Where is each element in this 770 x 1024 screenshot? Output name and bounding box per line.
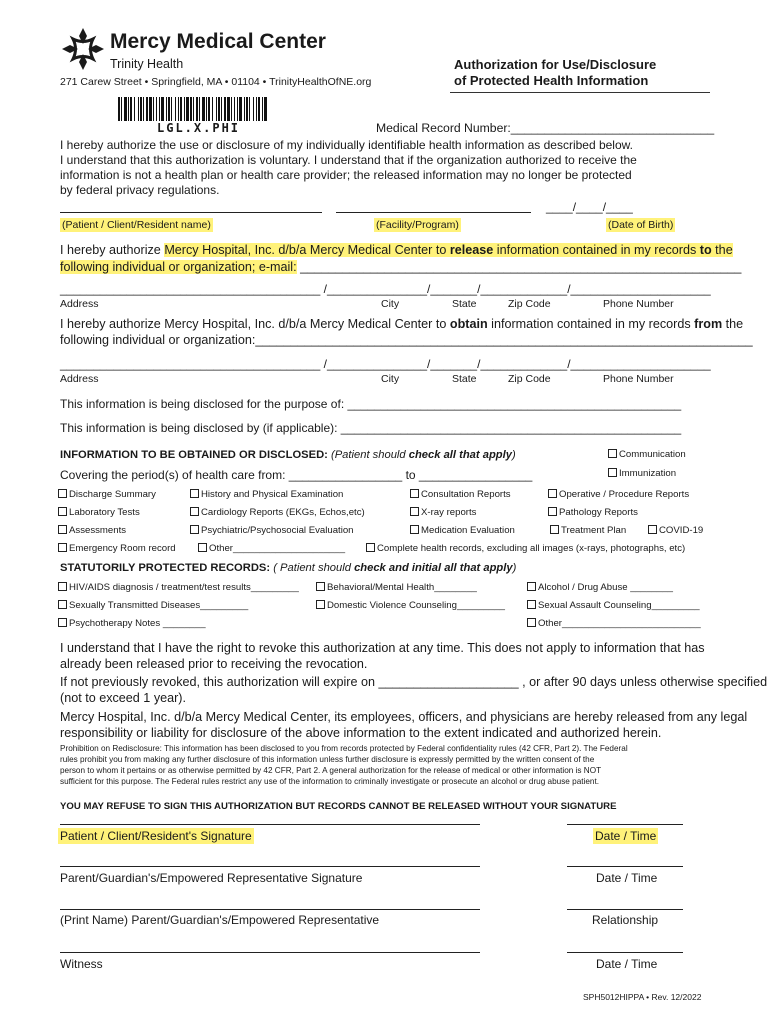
form-footer-code: SPH5012HIPPA • Rev. 12/2022 bbox=[583, 992, 702, 1002]
dv-label: Domestic Violence Counseling_________ bbox=[327, 600, 505, 611]
prohibition-line-3: person to whom it pertains or as otherwise permitted by 42 CFR, Part 2. A general authorization for the release of medical or other information is NOT bbox=[60, 766, 602, 775]
sa-check[interactable] bbox=[527, 600, 700, 611]
barcode-bar bbox=[118, 97, 120, 121]
expire-line[interactable]: If not previously revoked, this authorization will expire on ____________________ , or after 90 days unless otherwise specified bbox=[60, 675, 768, 689]
facility-field[interactable] bbox=[336, 212, 531, 213]
barcode-bar bbox=[249, 97, 250, 121]
purpose-line[interactable]: This information is being disclosed for the purpose of: __________________________________________________ bbox=[60, 397, 682, 411]
disclosed-by-line[interactable]: This information is being disclosed by (if applicable): ___________________________________________________ bbox=[60, 421, 682, 435]
obtain-city-label: City bbox=[381, 373, 400, 385]
release-line-1 bbox=[60, 243, 733, 257]
barcode-bar bbox=[227, 97, 230, 121]
assessments-check[interactable] bbox=[58, 525, 126, 536]
other-label: Other_____________________ bbox=[209, 543, 346, 554]
release-mid: information contained in my records bbox=[493, 243, 700, 257]
communication-label: Communication bbox=[619, 449, 686, 460]
psych-eval-check[interactable] bbox=[190, 525, 354, 536]
barcode-bar bbox=[253, 97, 254, 121]
medication-check[interactable] bbox=[410, 525, 515, 536]
statutory-other-label: Other__________________________ bbox=[538, 618, 701, 629]
barcode bbox=[118, 97, 268, 121]
statutory-note-pre: ( Patient should bbox=[270, 562, 355, 574]
barcode-bar bbox=[218, 97, 220, 121]
covid-check[interactable] bbox=[648, 525, 703, 536]
history-check[interactable] bbox=[190, 489, 343, 500]
obtain-state-label: State bbox=[452, 373, 477, 385]
form-title-line1: Authorization for Use/Disclosure bbox=[454, 57, 657, 72]
barcode-bar bbox=[128, 97, 129, 121]
treatment-label: Treatment Plan bbox=[561, 525, 627, 536]
revoke-line-2: already been released prior to receiving the revocation. bbox=[60, 657, 368, 671]
cardio-check[interactable] bbox=[190, 507, 365, 518]
info-heading-label: INFORMATION TO BE OBTAINED OR DISCLOSED: bbox=[60, 449, 328, 461]
guardian-signature-label: Parent/Guardian's/Empowered Representative Signature bbox=[60, 871, 363, 885]
org-address: 271 Carew Street • Springfield, MA • 01104 • TrinityHealthOfNE.org bbox=[60, 76, 372, 88]
barcode-bar bbox=[239, 97, 242, 121]
covid-label: COVID-19 bbox=[659, 525, 704, 536]
obtain-from: from bbox=[694, 317, 723, 331]
dob-label: (Date of Birth) bbox=[608, 219, 674, 231]
intro-line-2: I understand that this authorization is voluntary. I understand that if the organization authorized to receive the bbox=[60, 153, 637, 167]
release-to: to bbox=[699, 243, 712, 257]
barcode-bar bbox=[175, 97, 176, 121]
cardio-label: Cardiology Reports (EKGs, Echos,etc) bbox=[201, 507, 365, 518]
barcode-bar bbox=[237, 97, 238, 121]
statutory-note-bold: check and initial all that apply bbox=[354, 562, 513, 574]
complete-records-check[interactable] bbox=[366, 543, 685, 554]
prohibition-line-2: rules prohibit you from making any further disclosure of this information unless further disclosure is expressly permitted by the written consent of the bbox=[60, 755, 595, 764]
barcode-bar bbox=[199, 97, 200, 121]
psychotherapy-check[interactable] bbox=[58, 618, 206, 629]
release-address-blank[interactable]: _______________________________________ /_______________/_______/_____________/_____________________ bbox=[60, 282, 711, 296]
barcode-bar bbox=[149, 97, 152, 121]
barcode-bar bbox=[143, 97, 144, 121]
sig3-line[interactable] bbox=[60, 909, 480, 910]
sig2-date-line[interactable] bbox=[567, 866, 683, 867]
communication-check[interactable] bbox=[608, 449, 686, 460]
barcode-bar bbox=[221, 97, 222, 121]
immunization-label: Immunization bbox=[619, 468, 677, 479]
operative-label: Operative / Procedure Reports bbox=[559, 489, 690, 500]
sig4-date-line[interactable] bbox=[567, 952, 683, 953]
patient-signature-label: Patient / Client/Resident's Signature bbox=[60, 829, 252, 843]
barcode-bar bbox=[244, 97, 245, 121]
std-label: Sexually Transmitted Diseases_________ bbox=[69, 600, 249, 611]
barcode-bar bbox=[153, 97, 154, 121]
hiv-label: HIV/AIDS diagnosis / treatment/test results_________ bbox=[69, 582, 299, 593]
statutory-heading bbox=[60, 562, 516, 574]
release-pre: I hereby authorize bbox=[60, 243, 165, 257]
prohibition-line-1: Prohibition on Redisclosure: This information has been disclosed to you from records protected by Federal confidentiality rules (42 CFR, Part 2). The Federal bbox=[60, 744, 628, 753]
release-line-2 bbox=[60, 260, 741, 274]
release-liability-line-2: responsibility or liability for disclosure of the above information to the extent indicated and authorized herein. bbox=[60, 726, 662, 740]
period-line[interactable]: Covering the period(s) of health care from: _________________ to _________________ bbox=[60, 468, 533, 482]
revoke-line-1: I understand that I have the right to revoke this authorization at any time. This does not apply to information that has bbox=[60, 641, 705, 655]
witness-label: Witness bbox=[60, 957, 103, 971]
barcode-bar bbox=[130, 97, 132, 121]
discharge-check[interactable] bbox=[58, 489, 156, 500]
barcode-bar bbox=[224, 97, 226, 121]
release-city-label: City bbox=[381, 298, 400, 310]
barcode-bar bbox=[180, 97, 182, 121]
barcode-bar bbox=[190, 97, 192, 121]
xray-label: X-ray reports bbox=[421, 507, 477, 518]
release-the: the bbox=[711, 243, 733, 257]
patient-date-label: Date / Time bbox=[595, 829, 657, 843]
history-label: History and Physical Examination bbox=[201, 489, 344, 500]
obtain-line-1 bbox=[60, 317, 743, 331]
barcode-bar bbox=[206, 97, 207, 121]
patient-name-label: (Patient / Client/Resident name) bbox=[62, 219, 211, 231]
sig1-date-line[interactable] bbox=[567, 824, 683, 825]
barcode-bar bbox=[234, 97, 235, 121]
obtain-verb: obtain bbox=[449, 317, 488, 331]
barcode-bar bbox=[166, 97, 167, 121]
consult-check[interactable] bbox=[410, 489, 511, 500]
info-note-pre: (Patient should bbox=[327, 449, 409, 461]
barcode-bar bbox=[156, 97, 157, 121]
intro-line-4: by federal privacy regulations. bbox=[60, 183, 220, 197]
discharge-label: Discharge Summary bbox=[69, 489, 156, 500]
barcode-bar bbox=[168, 97, 170, 121]
immunization-check[interactable] bbox=[608, 468, 676, 479]
statutory-note-post: ) bbox=[512, 562, 517, 574]
release-phone-label: Phone Number bbox=[603, 298, 674, 310]
barcode-bar bbox=[202, 97, 205, 121]
info-note-post: ) bbox=[511, 449, 516, 461]
obtain-pre: I hereby authorize Mercy Hospital, Inc. d/b/a Mercy Medical Center to bbox=[60, 317, 450, 331]
release-email-field[interactable]: _______________________________________________________________ bbox=[296, 260, 742, 274]
title-rule bbox=[450, 92, 710, 93]
behavioral-check[interactable] bbox=[316, 582, 477, 593]
revoke-line-4: (not to exceed 1 year). bbox=[60, 691, 187, 705]
barcode-bar bbox=[159, 97, 160, 121]
other-check[interactable] bbox=[198, 543, 345, 554]
dv-check[interactable] bbox=[316, 600, 505, 611]
sig3-rel-line[interactable] bbox=[567, 909, 683, 910]
statutory-heading-label: STATUTORILY PROTECTED RECORDS: bbox=[60, 562, 271, 574]
alcohol-check[interactable] bbox=[527, 582, 673, 593]
intro-line-3: information is not a health plan or health care provider; the released information may no longer be protected bbox=[60, 168, 632, 182]
barcode-bar bbox=[146, 97, 148, 121]
form-title-line2: of Protected Health Information bbox=[454, 73, 649, 88]
refuse-notice: YOU MAY REFUSE TO SIGN THIS AUTHORIZATION BUT RECORDS CANNOT BE RELEASED WITHOUT YOUR SIGNATURE bbox=[60, 801, 617, 812]
barcode-bar bbox=[140, 97, 142, 121]
barcode-bar bbox=[231, 97, 232, 121]
barcode-bar bbox=[212, 97, 213, 121]
barcode-bar bbox=[161, 97, 164, 121]
xray-check[interactable] bbox=[410, 507, 476, 518]
sig2-line[interactable] bbox=[60, 866, 480, 867]
release-org: Mercy Hospital, Inc. d/b/a Mercy Medical Center to bbox=[164, 243, 450, 257]
medication-label: Medication Evaluation bbox=[421, 525, 515, 536]
er-check[interactable] bbox=[58, 543, 176, 554]
sig1-line[interactable] bbox=[60, 824, 480, 825]
lab-check[interactable] bbox=[58, 507, 140, 518]
obtain-mid: information contained in my records bbox=[487, 317, 695, 331]
prohibition-line-4: sufficient for this purpose. The Federal rules restrict any use of the information to criminally investigate or prosecute an alcohol or drug abuse patient. bbox=[60, 777, 599, 786]
release-zip-label: Zip Code bbox=[508, 298, 551, 310]
psych-eval-label: Psychiatric/Psychosocial Evaluation bbox=[201, 525, 354, 536]
barcode-bar bbox=[216, 97, 217, 121]
barcode-bar bbox=[264, 97, 267, 121]
intro-line-1: I hereby authorize the use or disclosure of my individually identifiable health information as described below. bbox=[60, 138, 633, 152]
barcode-bar bbox=[256, 97, 257, 121]
treatment-check[interactable] bbox=[550, 525, 626, 536]
barcode-bar bbox=[262, 97, 263, 121]
psychotherapy-label: Psychotherapy Notes ________ bbox=[69, 618, 206, 629]
operative-check[interactable] bbox=[548, 489, 689, 500]
complete-records-label: Complete health records, excluding all images (x-rays, photographs, etc) bbox=[377, 543, 686, 554]
alcohol-label: Alcohol / Drug Abuse ________ bbox=[538, 582, 673, 593]
barcode-bar bbox=[171, 97, 172, 121]
barcode-bar bbox=[246, 97, 248, 121]
barcode-bar bbox=[184, 97, 185, 121]
release-state-label: State bbox=[452, 298, 477, 310]
release-verb: release bbox=[449, 243, 494, 257]
facility-label: (Facility/Program) bbox=[376, 219, 459, 231]
barcode-bar bbox=[196, 97, 198, 121]
mercy-cross-logo bbox=[60, 26, 106, 72]
release-address-label: Address bbox=[60, 298, 99, 310]
sig4-line[interactable] bbox=[60, 952, 480, 953]
std-check[interactable] bbox=[58, 600, 248, 611]
obtain-zip-label: Zip Code bbox=[508, 373, 551, 385]
pathology-check[interactable] bbox=[548, 507, 638, 518]
obtain-the: the bbox=[722, 317, 744, 331]
barcode-text: LGL.X.PHI bbox=[157, 121, 241, 135]
er-label: Emergency Room record bbox=[69, 543, 176, 554]
barcode-bar bbox=[178, 97, 179, 121]
obtain-phone-label: Phone Number bbox=[603, 373, 674, 385]
guardian-date-label: Date / Time bbox=[596, 871, 658, 885]
info-heading bbox=[60, 449, 516, 461]
obtain-line-2[interactable]: following individual or organization:_______________________________________________________________________ bbox=[60, 333, 753, 347]
relationship-label: Relationship bbox=[592, 913, 659, 927]
barcode-bar bbox=[134, 97, 135, 121]
consult-label: Consultation Reports bbox=[421, 489, 511, 500]
org-name: Mercy Medical Center bbox=[110, 30, 326, 53]
barcode-bar bbox=[258, 97, 260, 121]
barcode-bar bbox=[193, 97, 194, 121]
patient-name-field[interactable] bbox=[60, 212, 322, 213]
release-liability-line-1: Mercy Hospital, Inc. d/b/a Mercy Medical Center, its employees, officers, and physicians are hereby released from any legal bbox=[60, 710, 748, 724]
dob-field[interactable]: ____/____/____ bbox=[546, 200, 633, 214]
barcode-bar bbox=[186, 97, 189, 121]
org-subtitle: Trinity Health bbox=[110, 57, 184, 71]
obtain-address-label: Address bbox=[60, 373, 99, 385]
obtain-address-blank[interactable]: _______________________________________ /_______________/_______/_____________/_____________________ bbox=[60, 357, 711, 371]
barcode-bar bbox=[138, 97, 139, 121]
barcode-bar bbox=[124, 97, 127, 121]
print-name-label: (Print Name) Parent/Guardian's/Empowered Representative bbox=[60, 913, 380, 927]
statutory-other-check[interactable] bbox=[527, 618, 701, 629]
behavioral-label: Behavioral/Mental Health________ bbox=[327, 582, 477, 593]
release-email-label: following individual or organization; e-mail: bbox=[60, 260, 297, 274]
info-note-bold: check all that apply bbox=[408, 449, 512, 461]
lab-label: Laboratory Tests bbox=[69, 507, 140, 518]
medical-record-number[interactable]: Medical Record Number:______________________________ bbox=[376, 121, 715, 135]
hiv-check[interactable] bbox=[58, 582, 299, 593]
sa-label: Sexual Assault Counseling_________ bbox=[538, 600, 700, 611]
barcode-bar bbox=[208, 97, 210, 121]
assessments-label: Assessments bbox=[69, 525, 127, 536]
witness-date-label: Date / Time bbox=[596, 957, 658, 971]
barcode-bar bbox=[121, 97, 122, 121]
pathology-label: Pathology Reports bbox=[559, 507, 638, 518]
